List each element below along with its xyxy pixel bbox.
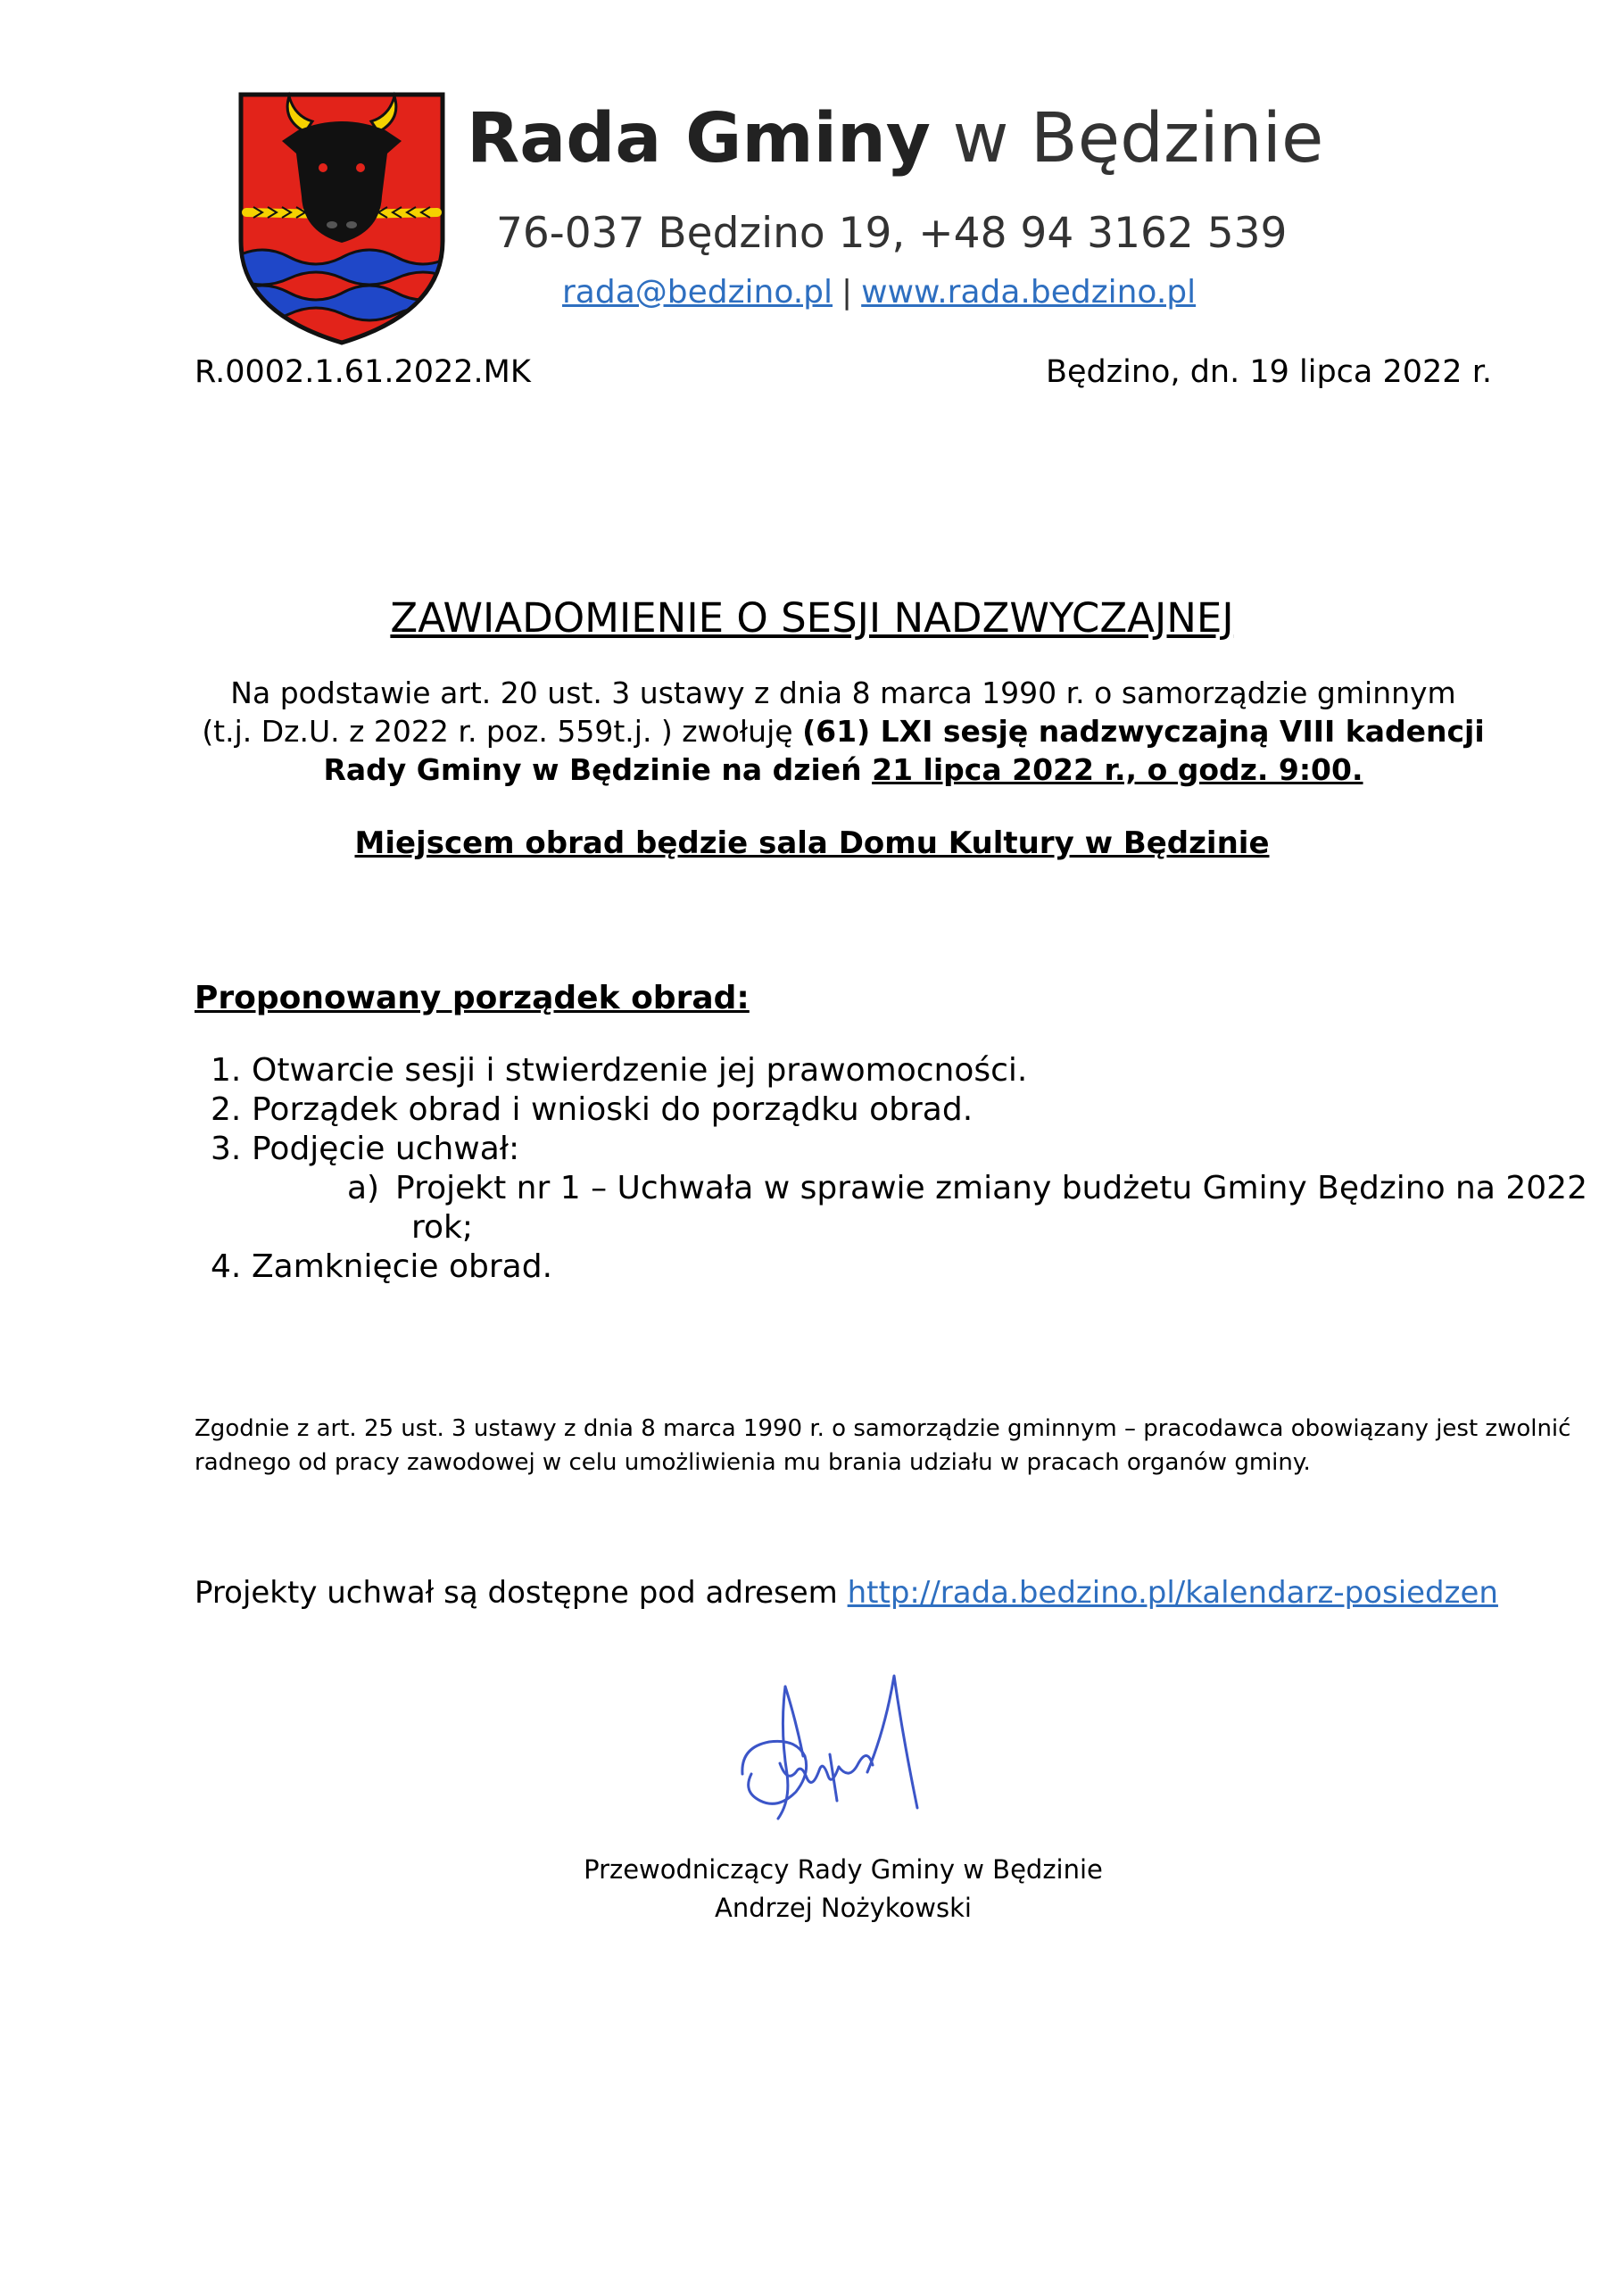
agenda-item-text: Podjęcie uchwał: [252,1131,520,1167]
legal-note-line-2: radnego od pracy zawodowej w celu umożliwienia mu brania udziału w pracach organów gminy. [195,1449,1311,1476]
projects-text: Projekty uchwał są dostępne pod adresem [195,1575,838,1611]
contact-separator: | [841,274,853,311]
reference-number: R.0002.1.61.2022.MK [195,354,531,390]
agenda-sub-item-text: Projekt nr 1 – Uchwała w sprawie zmiany budżetu Gminy Będzino na 2022 [395,1170,1587,1206]
coat-of-arms-icon [236,89,448,348]
organization-address: 76-037 Będzino 19, +48 94 3162 539 [496,209,1288,258]
intro-line-3 [195,750,1492,789]
agenda-item [211,1090,1587,1130]
handwritten-signature [733,1667,939,1854]
agenda-item-text: Otwarcie sesji i stwierdzenie jej prawomocności. [252,1052,1028,1089]
projects-info [195,1575,1498,1611]
agenda-item-number: 1. [211,1052,242,1089]
agenda-item-text: Zamknięcie obrad. [252,1248,553,1285]
agenda-item [211,1247,1587,1287]
agenda-item [211,1130,1587,1169]
intro-line-2 [195,712,1492,750]
agenda-heading: Proponowany porządek obrad: [195,980,750,1016]
intro-paragraph [195,674,1492,789]
signer-role: Przewodniczący Rady Gminy w Będzinie [584,1854,1103,1885]
agenda-item-number: 2. [211,1091,242,1128]
document-title: ZAWIADOMIENIE O SESJI NADZWYCZAJNEJ [390,594,1234,642]
agenda-item-number: 3. [211,1131,242,1167]
signer-name: Andrzej Nożykowski [715,1893,972,1923]
intro-line-2-bold: (61) LXI sesję nadzwyczajną VIII kadencji [802,714,1485,749]
intro-line-3-bold: Rady Gminy w Będzinie na dzień [323,752,862,787]
organization-title [467,99,1324,178]
agenda-sub-item-letter: a) [347,1170,380,1206]
agenda-list [211,1051,1587,1287]
agenda-item-number: 4. [211,1248,242,1285]
agenda-sub-item [211,1169,1587,1208]
organization-title-light: w Będzinie [952,99,1324,178]
session-date-time: 21 lipca 2022 r., o godz. 9:00. [872,752,1363,787]
place-and-date: Będzino, dn. 19 lipca 2022 r. [1046,354,1492,390]
legal-note-line-1: Zgodnie z art. 25 ust. 3 ustawy z dnia 8 marca 1990 r. o samorządzie gminnym – pracodawca obowiązany jest zwolnić [195,1415,1571,1442]
organization-title-bold: Rada Gminy [467,99,931,178]
agenda-item [211,1051,1587,1090]
agenda-sub-item-continuation: rok; [411,1209,474,1246]
legal-note [195,1412,1571,1480]
intro-line-1: Na podstawie art. 20 ust. 3 ustawy z dnia 8 marca 1990 r. o samorządzie gminnym [230,676,1456,710]
agenda-item-text: Porządek obrad i wnioski do porządku obrad. [252,1091,974,1128]
organization-contact [562,274,1197,311]
projects-link[interactable]: http://rada.bedzino.pl/kalendarz-posiedzen [847,1575,1498,1611]
email-link[interactable]: rada@bedzino.pl [562,274,833,311]
website-link[interactable]: www.rada.bedzino.pl [861,274,1197,311]
venue-statement: Miejscem obrad będzie sala Domu Kultury w Będzinie [354,825,1270,861]
intro-line-2-plain: (t.j. Dz.U. z 2022 r. poz. 559t.j. ) zwołuję [202,714,793,749]
